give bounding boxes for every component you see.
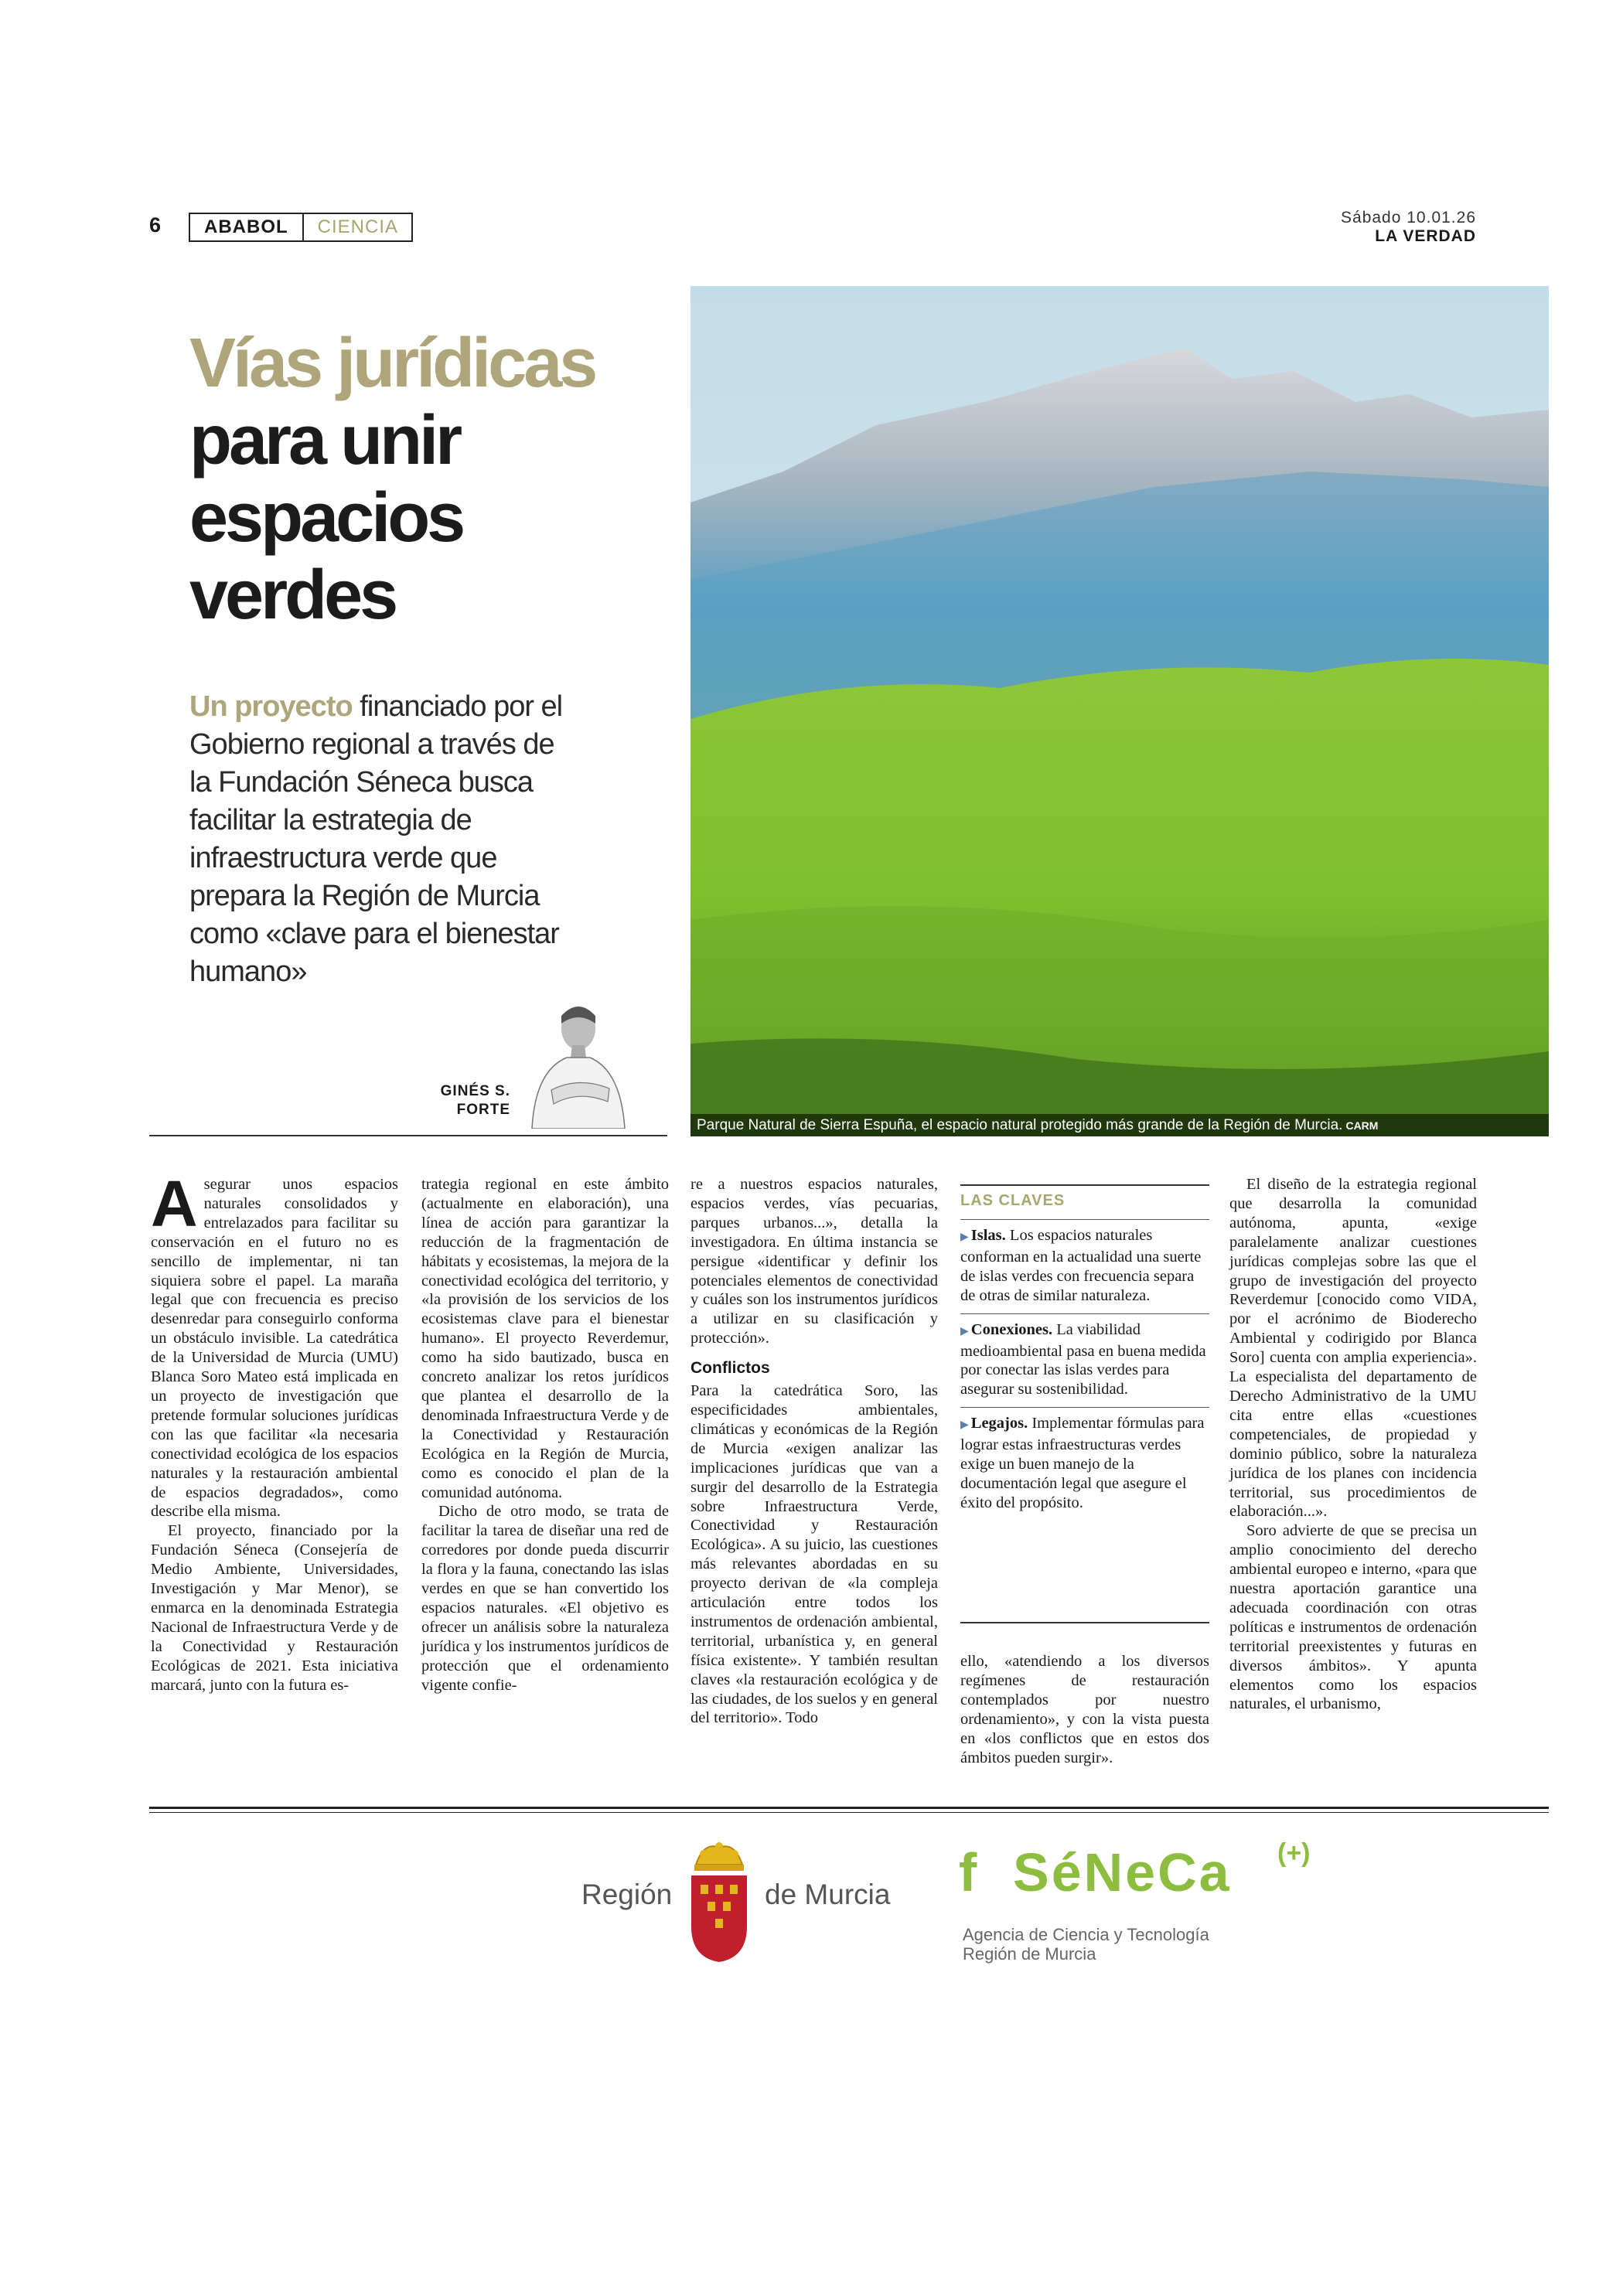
body-paragraph: re a nuestros espacios naturales, espacios verdes, vías pecuarias, parques urbanos...», detalla la investigadora. En última instancia se persigue «identificar y definir los potenciales elementos de conectividad y cuáles son los instrumentos jurídicos a utilizar en su clasificación y protección».	[690, 1176, 938, 1347]
key-point	[960, 1313, 1209, 1408]
section-label: ABABOL	[190, 214, 304, 240]
author-byline	[402, 1082, 510, 1119]
headline-line-1: Vías jurídicas	[189, 325, 595, 402]
key-point-label: Legajos.	[970, 1415, 1028, 1432]
landscape-photo	[690, 286, 1549, 1136]
seneca-logo-plus: (+)	[1277, 1838, 1311, 1868]
body-column-5	[1229, 1175, 1477, 1714]
key-point-text: La viabilidad medioambiental pasa en buena medida por conectar las islas verdes para asegurar su sostenibilidad.	[960, 1320, 1206, 1398]
body-paragraph: segurar unos espacios naturales consolidados y entrelazados para facilitar su conservación en el futuro no es sencillo de implementar, ni tan siquiera sobre el papel. La maraña legal que con frecuencia es preciso desenredar para conseguirlo conforma un obstáculo invisible. La catedrática de la Universidad de Murcia (UMU) Blanca Soro Mateo está implicada en un proyecto de investigación que pretende formular soluciones jurídicas con las que facilitar «la necesaria conectividad ecológica de los espacios naturales y la restauración ambiental de espacios degradados», como describe ella misma.	[151, 1176, 398, 1521]
divider	[960, 1622, 1209, 1623]
triangle-bullet-icon: ▶	[960, 1231, 969, 1243]
key-point	[960, 1219, 1209, 1313]
region-murcia-logo-text-left: Región	[581, 1879, 673, 1910]
issue-date: Sábado 10.01.26	[1341, 209, 1476, 227]
body-paragraph: Dicho de otro modo, se trata de facilitar la tarea de diseñar una red de corredores por donde pueda discurrir la flora y la fauna, conectando las islas verdes en que se han convertido los espacios naturales. «El objetivo es ofrecer un análisis sobre la naturaleza jurídica y los instrumentos jurídicos de protección que el ordenamiento vigente confie-	[421, 1503, 669, 1694]
key-point-text: Los espacios naturales conforman en la actualidad una suerte de islas verdes con frecuencia separa de otras de similar naturaleza.	[960, 1227, 1202, 1304]
key-point-label: Conexiones.	[970, 1320, 1053, 1338]
subsection-label: CIENCIA	[317, 216, 399, 237]
photo-credit: CARM	[1345, 1119, 1379, 1132]
body-paragraph: Soro advierte de que se precisa un amplio conocimiento del derecho ambiental europeo e interno, «para que nuestra aportación garantice una adecuada coordinación con otras políticas e instrumentos de ordenación territorial preexistentes y futuras en diversos ámbitos». Y apunta elementos como los espacios naturales, el urbanismo,	[1229, 1522, 1477, 1713]
key-points-title: LAS CLAVES	[960, 1192, 1066, 1209]
body-paragraph: Para la catedrática Soro, las especificidades ambientales, climáticas y económicas de la Región de Murcia «exigen analizar las implicaciones jurídicas que van a surgir del desarrollo de la Estrategia sobre Infraestructura Verde, Conectividad y Restauración Ecológica». A su juicio, las cuestiones más relevantes abordadas en su proyecto derivan de «la compleja articulación entre todos los instrumentos de ordenación ambiental, territorial, urbanística y, en general física existente». Y también resultan claves «la restauración ecológica y de las ciudades, de los suelos y en general del territorio». Todo	[690, 1382, 938, 1727]
body-column-4: ello, «atendiendo a los diversos regímenes de restauración contemplados por nuestro ordenamiento», y con la vista puesta en «los conflictos que en estos dos ámbitos pueden surgir».	[960, 1653, 1209, 1766]
key-point-text: Implementar fórmulas para lograr estas infraestructuras verdes exige un buen manejo de la documentación legal que asegure el éxito del propósito.	[960, 1415, 1205, 1511]
region-murcia-crest-icon	[680, 1834, 758, 1965]
divider	[149, 1135, 667, 1136]
body-column-3	[690, 1175, 938, 1728]
seneca-logo-subtitle-1: Agencia de Ciencia y Tecnología	[963, 1925, 1209, 1944]
subheadline-text: financiado por el Gobierno regional a través de la Fundación Séneca busca facilitar la estrategia de infraestructura verde que prepara la Región de Murcia como «clave para el bienestar humano»	[189, 690, 563, 988]
section-subheading: Conflictos	[690, 1359, 770, 1378]
seneca-logo-name: SéNeCa	[1013, 1842, 1232, 1903]
body-column-1	[151, 1167, 398, 1695]
divider	[149, 1807, 1549, 1809]
key-point	[960, 1407, 1209, 1521]
triangle-bullet-icon: ▶	[960, 1325, 969, 1337]
author-name-line-1: GINÉS S.	[440, 1083, 510, 1099]
key-points-box	[960, 1184, 1209, 1521]
body-paragraph: El diseño de la estrategia regional que desarrolla la comunidad autónoma, apunta, «exige paralelamente analizar cuestiones jurídicas complejas sobre las que el grupo de investigación del proyecto Reverdemur [conocido como VIDA, por el acrónimo de Bioderecho Ambiental y codirigido por Blanca Soro] cuenta con amplia experiencia». La especialista del departamento de Derecho Administrativo de la UMU cita entre ellas «cuestiones competenciales, de propiedad y dominio público, sobre la naturaleza jurídica de los planes con incidencia territorial, sus procedimientos de elaboración...».	[1229, 1176, 1477, 1521]
section-header	[189, 213, 413, 242]
headline	[189, 325, 669, 634]
body-paragraph: trategia regional en este ámbito (actualmente en elaboración), una línea de acción para garantizar la reducción de la fragmentación de hábitats y ecosistemas, la mejora de la conectividad ecológica del territorio, y «la provisión de los servicios de los ecosistemas clave para el bienestar humano». El proyecto Reverdemur, como ha sido bautizado, busca en concreto analizar los retos jurídicos que plantea el desarrollo de la denominada Infraestructura Verde y de la Conectividad y Restauración Ecológica en la Región de Murcia, como es conocido el plan de la comunidad autónoma.	[421, 1176, 669, 1501]
headline-line-4: verdes	[189, 557, 396, 634]
subheadline	[189, 688, 576, 991]
seneca-logo-subtitle-2: Región de Murcia	[963, 1944, 1096, 1964]
author-name-line-2: FORTE	[456, 1102, 510, 1118]
newspaper-name: LA VERDAD	[1375, 227, 1476, 245]
subheadline-lead: Un proyecto	[189, 690, 353, 723]
page-number: 6	[149, 213, 162, 237]
body-column-2	[421, 1175, 669, 1695]
caption-text: Parque Natural de Sierra Espuña, el espacio natural protegido más grande de la Región de Murcia.	[697, 1117, 1343, 1133]
key-point-label: Islas.	[970, 1227, 1006, 1244]
headline-line-3: espacios	[189, 479, 463, 557]
divider	[960, 1184, 1209, 1186]
divider	[149, 1812, 1549, 1813]
headline-line-2: para unir	[189, 402, 460, 479]
region-murcia-logo-text-right: de Murcia	[765, 1879, 891, 1910]
seneca-logo-mark: f	[959, 1842, 977, 1903]
body-paragraph: El proyecto, financiado por la Fundación Séneca (Consejería de Medio Ambiente, Universidades, Investigación y Mar Menor), se enmarca en la denominada Estrategia Nacional de Infraestructura Verde y de la Conectividad y Restauración Ecológicas de 2021. Esta iniciativa marcará, junto con la futura es-	[151, 1522, 398, 1694]
author-photo	[524, 997, 629, 1129]
triangle-bullet-icon: ▶	[960, 1419, 969, 1432]
drop-cap: A	[151, 1167, 198, 1240]
photo-caption	[690, 1114, 1549, 1136]
